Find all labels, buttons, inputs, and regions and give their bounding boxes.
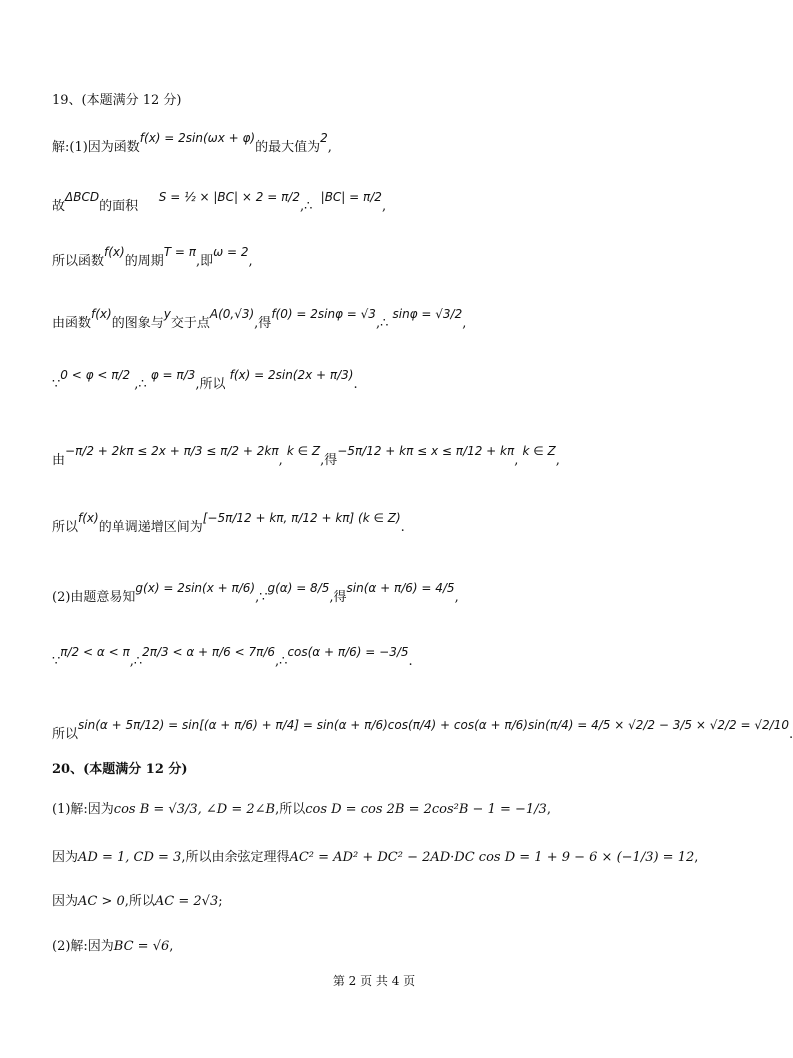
q20-line-1: (1)解:因为cos B = √3/3, ∠D = 2∠B,所以cos D = cos 2B = 2cos²B − 1 = −1/3, bbox=[52, 802, 551, 817]
q19-line-7: 所以f(x)的单调递增区间为[−5π/12 + kπ, π/12 + kπ] (k ∈ Z). bbox=[52, 511, 405, 535]
q19-heading: 19、(本题满分 12 分) bbox=[52, 93, 182, 108]
q19-line-4: 由函数f(x)的图象与y交于点A(0,√3),得f(0) = 2sinφ = √3,∴ sinφ = √3/2, bbox=[52, 307, 467, 331]
q20-heading: 20、(本题满分 12 分) bbox=[52, 762, 188, 777]
q19-line-5: ∵0 < φ < π/2 ,∴ φ = π/3,所以 f(x) = 2sin(2x + π/3). bbox=[52, 368, 358, 392]
q19-line-3: 所以函数f(x)的周期T = π,即ω = 2, bbox=[52, 245, 253, 269]
q20-line-3: 因为AC > 0,所以AC = 2√3; bbox=[52, 894, 223, 909]
q19-line-1: 解:(1)因为函数f(x) = 2sin(ωx + φ)的最大值为2, bbox=[52, 131, 332, 155]
q20-line-2: 因为AD = 1, CD = 3,所以由余弦定理得AC² = AD² + DC² − 2AD·DC cos D = 1 + 9 − 6 × (−1/3) = 12, bbox=[52, 850, 699, 865]
q19-line-6: 由−π/2 + 2kπ ≤ 2x + π/3 ≤ π/2 + 2kπ, k ∈ Z,得−5π/12 + kπ ≤ x ≤ π/12 + kπ, k ∈ Z, bbox=[52, 444, 560, 468]
q19-line-8: (2)由题意易知g(x) = 2sin(x + π/6),∵g(α) = 8/5,得sin(α + π/6) = 4/5, bbox=[52, 581, 459, 605]
q20-line-4: (2)解:因为BC = √6, bbox=[52, 939, 174, 954]
q19-line-10: 所以sin(α + 5π/12) = sin[(α + π/6) + π/4] = sin(α + π/6)cos(π/4) + cos(α + π/6)sin(π/4) = 4/5 × √2/2 − 3/5 × √2/2 = √2/10. bbox=[52, 718, 793, 742]
page-footer: 第 2 页 共 4 页 bbox=[332, 974, 416, 988]
q19-line-2: 故ΔBCD的面积 S = ½ × |BC| × 2 = π/2,∴ |BC| = π/2, bbox=[52, 190, 387, 214]
q19-line-9: ∵π/2 < α < π,∴2π/3 < α + π/6 < 7π/6,∴cos(α + π/6) = −3/5. bbox=[52, 645, 413, 669]
